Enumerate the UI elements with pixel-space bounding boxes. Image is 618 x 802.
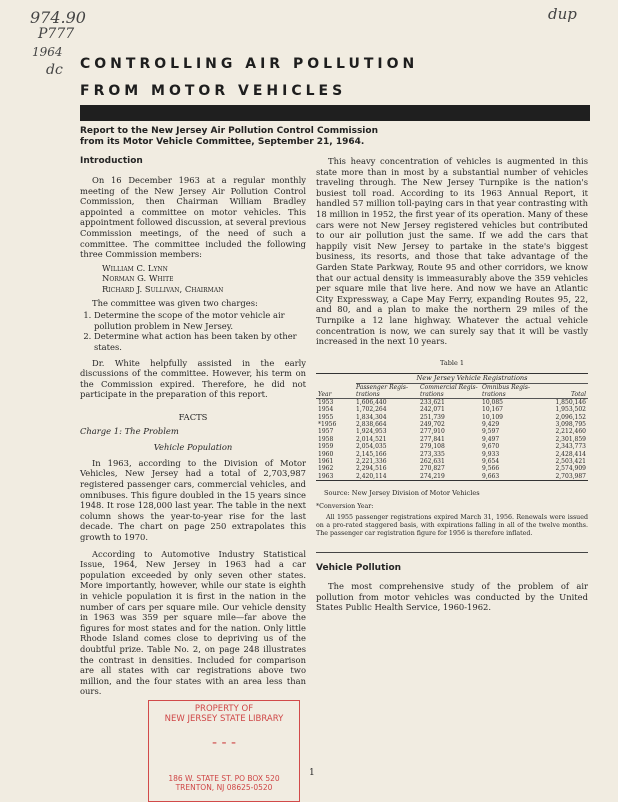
table-label: Table 1 — [440, 358, 464, 367]
column-header: Commercial Regis-trations — [420, 383, 478, 398]
table-cell: 2,014,521 — [356, 435, 387, 443]
table-cell: 1,953,502 — [555, 406, 586, 414]
table-cell: 9,566 — [482, 465, 500, 473]
table-row — [316, 421, 588, 428]
facts-heading: FACTS — [178, 411, 208, 422]
table-cell: 2,838,664 — [356, 420, 387, 428]
table-cell: 9,663 — [482, 472, 500, 480]
stamp-line-3: 186 W. STATE ST. PO BOX 520 — [168, 774, 280, 783]
intro-heading: Introduction — [80, 156, 143, 166]
title-rule-bar — [80, 105, 590, 121]
table-cell: 9,654 — [482, 457, 500, 465]
table-caption: New Jersey Vehicle Registrations — [356, 374, 588, 384]
table-cell: 1,606,440 — [356, 398, 387, 406]
title-line-2: FROM MOTOR VEHICLES — [80, 83, 347, 99]
table-cell: 262,631 — [420, 457, 445, 465]
handwritten-mark-p: P777 — [38, 26, 75, 42]
table-cell: 9,497 — [482, 435, 500, 443]
table-cell: 10,085 — [482, 398, 503, 406]
charge-item: 2. Determine what action has been taken by other states. — [94, 331, 306, 352]
table-cell: 2,096,152 — [555, 413, 586, 421]
table-cell: 1,850,146 — [555, 398, 586, 406]
table-note-label: *Conversion Year: — [316, 503, 374, 511]
vehicle-population-heading: Vehicle Population — [153, 441, 233, 452]
left-column — [80, 156, 306, 697]
table-cell: 9,670 — [482, 443, 500, 451]
table-cell: 3,098,795 — [555, 420, 586, 428]
right-column — [316, 156, 588, 613]
table-cell: 2,301,859 — [555, 435, 586, 443]
handwritten-call-number: 974.90 — [30, 8, 86, 27]
table-cell: *1956 — [318, 420, 337, 428]
table-cell: 1,834,304 — [356, 413, 387, 421]
table-cell: 2,503,421 — [555, 457, 586, 465]
charges-list — [80, 310, 306, 352]
table-cell: 1957 — [318, 428, 334, 436]
column-header: Year — [318, 390, 332, 398]
table-row — [316, 406, 588, 413]
table-cell: 2,703,987 — [555, 472, 586, 480]
table-row — [316, 414, 588, 421]
table-cell: 1960 — [318, 450, 334, 458]
table-cell: 249,702 — [420, 420, 445, 428]
stamp-line-2: NEW JERSEY STATE LIBRARY — [164, 714, 284, 724]
table-row — [316, 428, 588, 435]
stamp-dashes: - - - — [211, 735, 237, 751]
table-cell: 10,109 — [482, 413, 503, 421]
table-cell: 9,429 — [482, 420, 500, 428]
table-cell: 1961 — [318, 457, 334, 465]
member-name: Norman G. White — [102, 273, 174, 284]
table-cell: 2,294,516 — [356, 465, 387, 473]
table-cell: 2,145,166 — [356, 450, 387, 458]
title-line-1: CONTROLLING AIR POLLUTION — [80, 56, 419, 72]
table-note: All 1955 passenger registrations expired March 31, 1956. Renewals were issued on a pro-rated staggered basis, with expirations falling in all of the twelve months. The passenger car registration figure for 1956 is therefore inflated. — [316, 514, 588, 538]
table-cell: 1955 — [318, 413, 334, 421]
table-cell: 274,219 — [420, 472, 445, 480]
table-cell: 1963 — [318, 472, 334, 480]
table-cell: 270,827 — [420, 465, 445, 473]
table-row — [316, 458, 588, 465]
table-cell: 1959 — [318, 443, 334, 451]
table-row — [316, 451, 588, 458]
table-cell: 233,621 — [420, 398, 445, 406]
table-cell: 2,221,336 — [356, 457, 387, 465]
table-cell: 1954 — [318, 406, 334, 414]
right-paragraph-1: This heavy concentration of vehicles is augmented in this state more than in most by a substantial number of vehicles traveling through. The New Jersey Turnpike is the nation's busiest toll road. According to its 1963 Annual Report, it handled 57 million toll-paying cars in that year contrasting with 18 million in 1952, the first year of its operation. Many of these cars were not New Jersey registered vehicles but contributed to our air pollution just the same. If we add the cars that happily visit New Jersey to partake in the state's biggest business, its resorts, and those that take advantage of the Garden State Parkway, Route 95 and other corridors, we know that our actual density is immeasurably above the 359 vehicles per square mile that live here. And now we have an Atlantic City Expressway, a Cape May Ferry, expanding Routes 95, 22, and 80, and a plan to make the northern 29 miles of the Turnpike a 12 lane highway. Whatever the actual vehicle concentration is now, we can surely say that it will be vastly increased in the next 10 years. — [316, 156, 589, 347]
facts-paragraph-2: According to Automotive Industry Statistical Issue, 1964, New Jersey in 1963 had a car population exceeded by only seven other states. More importantly, however, while our state is eighth in vehicle population it is first in the nation in the number of cars per square mile. Our vehicle density in 1963 was 359 per square mile—far above the figures for most states and for the nation. Only little Rhode Island comes close to depriving us of the doubtful prize. Table No. 2, on page 248 illustrates the contrast in densities. Included for comparison are all states with car registrations above two million, and the four states with an area less than ours. — [80, 548, 306, 697]
vehicle-pollution-paragraph: The most comprehensive study of the problem of air pollution from motor vehicles was conducted by the United States Public Health Service, 1960-1962. — [316, 581, 588, 613]
charge-item: 1. Determine the scope of the motor vehicle air pollution problem in New Jersey. — [94, 310, 306, 331]
table-row — [316, 465, 588, 472]
table-cell: 273,335 — [420, 450, 445, 458]
table-cell: 1953 — [318, 398, 334, 406]
table-cell: 10,167 — [482, 406, 503, 414]
table-cell: 9,933 — [482, 450, 500, 458]
page-number: 1 — [309, 768, 315, 778]
committee-members — [102, 263, 306, 295]
table-cell: 2,574,909 — [555, 465, 586, 473]
intro-paragraph-2: Dr. White helpfully assisted in the early discussions of the committee. However, his term on the Commission expired. Therefore, he did not participate in the preparation of this report. — [80, 357, 306, 400]
handwritten-dc: dc — [46, 62, 63, 78]
table-header-row — [316, 384, 588, 399]
report-subtitle: Report to the New Jersey Air Pollution Control Commission from its Motor Vehicle Committee, September 21, 1964. — [80, 126, 378, 147]
table-source: Source: New Jersey Division of Motor Vehicles — [324, 489, 480, 498]
library-stamp — [148, 700, 300, 802]
facts-paragraph-1: In 1963, according to the Division of Motor Vehicles, New Jersey had a total of 2,703,987 registered passenger cars, commercial vehicles, and omnibuses. This figure doubled in the 15 years since 1948. It rose 128,000 last year. The table in the next column shows the year-to-year rise for the last decade. The chart on page 250 extrapolates this growth to 1970. — [80, 457, 306, 543]
vehicle-pollution-heading: Vehicle Pollution — [316, 563, 402, 574]
table-cell: 2,054,035 — [356, 443, 387, 451]
member-name: Richard J. Sullivan, Chairman — [102, 283, 224, 294]
table-row — [316, 473, 588, 480]
table-cell: 279,108 — [420, 443, 445, 451]
table-row — [316, 436, 588, 443]
charges-intro: The committee was given two charges: — [92, 297, 258, 308]
table-cell: 2,420,114 — [356, 472, 387, 480]
table-cell: 1958 — [318, 435, 334, 443]
column-header: Total — [570, 390, 586, 398]
table-cell: 1,702,264 — [356, 406, 387, 414]
table-cell: 9,597 — [482, 428, 500, 436]
table-cell: 2,428,414 — [555, 450, 586, 458]
table-cell: 2,212,460 — [555, 428, 586, 436]
table-cell: 242,071 — [420, 406, 445, 414]
handwritten-dup: dup — [548, 5, 577, 23]
table-cell: 1,924,953 — [356, 428, 387, 436]
table-cell: 277,910 — [420, 428, 445, 436]
handwritten-year: 1964 — [32, 45, 63, 59]
column-header: Passenger Regis-trations — [356, 383, 409, 398]
table-row — [316, 443, 588, 450]
table-cell: 251,739 — [420, 413, 445, 421]
charge-heading: Charge 1: The Problem — [80, 425, 179, 436]
column-header: Omnibus Regis-trations — [482, 383, 531, 398]
stamp-line-4: TRENTON, NJ 08625-0520 — [175, 783, 273, 792]
stamp-line-1: PROPERTY OF — [194, 704, 254, 714]
intro-paragraph-1: On 16 December 1963 at a regular monthly meeting of the New Jersey Air Pollution Control Commission, then Chairman William Bradley appointed a committee on motor vehicles. This appointment followed discussion, at several previous Commission meetings, of the need of such a committee. The committee included the following three Commission members: — [80, 175, 306, 260]
registrations-table — [316, 373, 588, 481]
table-cell: 1962 — [318, 465, 334, 473]
table-cell: 2,343,773 — [555, 443, 586, 451]
table-row — [316, 399, 588, 406]
member-name: William C. Lynn — [102, 262, 168, 273]
table-cell: 277,841 — [420, 435, 445, 443]
